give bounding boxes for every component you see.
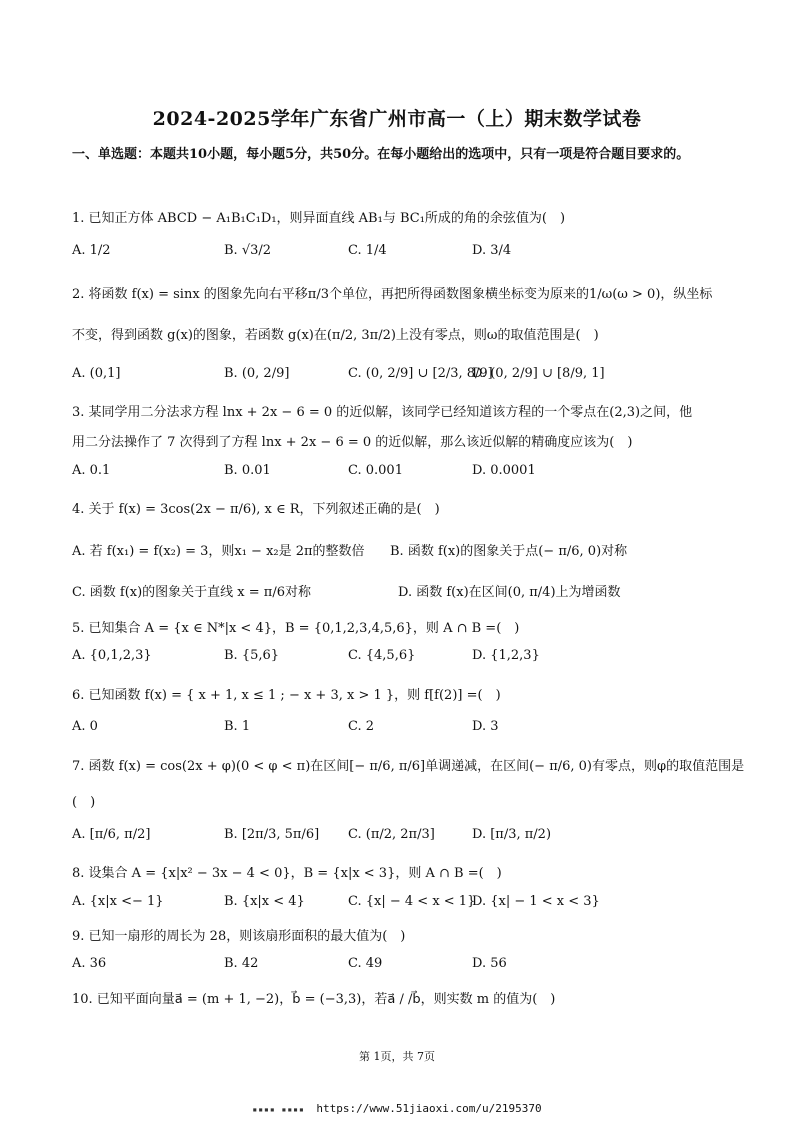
question-7-line-1: 7. 函数 f(x) = cos(2x + φ)(0 < φ < π)在区间[− π/6, π/6]单调递减，在区间(− π/6, 0)有零点，则φ的取值范围是 bbox=[72, 759, 745, 774]
option-c[interactable]: C. 0.001 bbox=[348, 463, 403, 478]
option-c[interactable]: C. {x| − 4 < x < 1} bbox=[348, 894, 476, 909]
option-a[interactable]: A. 若 f(x₁) = f(x₂) = 3，则x₁ − x₂是 2π的整数倍 bbox=[72, 544, 365, 559]
option-d[interactable]: D. 3 bbox=[472, 719, 499, 734]
option-b[interactable]: B. 42 bbox=[224, 956, 259, 971]
option-b[interactable]: B. 1 bbox=[224, 719, 251, 734]
option-a[interactable]: A. 1/2 bbox=[72, 243, 111, 258]
option-b[interactable]: B. 函数 f(x)的图象关于点(− π/6, 0)对称 bbox=[390, 544, 628, 559]
option-c[interactable]: C. 2 bbox=[348, 719, 375, 734]
option-b[interactable]: B. √3/2 bbox=[224, 243, 272, 258]
option-d[interactable]: D. 56 bbox=[472, 956, 507, 971]
question-8-line-1: 8. 设集合 A = {x|x² − 3x − 4 < 0}，B = {x|x < 3}，则 A ∩ B =( ) bbox=[72, 866, 502, 881]
question-6-line-1: 6. 已知函数 f(x) = { x + 1, x ≤ 1 ; − x + 3, x > 1 }，则 f[f(2)] =( ) bbox=[72, 688, 501, 703]
question-3-line-1: 3. 某同学用二分法求方程 lnx + 2x − 6 = 0 的近似解，该同学已经知道该方程的一个零点在(2,3)之间，他 bbox=[72, 405, 693, 420]
option-a[interactable]: A. 0.1 bbox=[72, 463, 111, 478]
option-d[interactable]: D. {x| − 1 < x < 3} bbox=[472, 894, 600, 909]
option-b[interactable]: B. 0.01 bbox=[224, 463, 271, 478]
option-a[interactable]: A. {0,1,2,3} bbox=[72, 648, 152, 663]
question-3-line-2: 用二分法操作了 7 次得到了方程 lnx + 2x − 6 = 0 的近似解，那么该近似解的精确度应该为( ) bbox=[72, 435, 633, 450]
option-b[interactable]: B. {5,6} bbox=[224, 648, 280, 663]
question-10-line-1: 10. 已知平面向量a⃗ = (m + 1, −2)，b⃗ = (−3,3)，若a⃗ / /b⃗，则实数 m 的值为( ) bbox=[72, 992, 556, 1007]
option-b[interactable]: B. (0, 2/9] bbox=[224, 366, 290, 381]
question-4-line-1: 4. 关于 f(x) = 3cos(2x − π/6), x ∈ R，下列叙述正确的是( ) bbox=[72, 502, 440, 517]
option-b[interactable]: B. [2π/3, 5π/6] bbox=[224, 827, 320, 842]
option-a[interactable]: A. 36 bbox=[72, 956, 107, 971]
option-c[interactable]: C. (π/2, 2π/3] bbox=[348, 827, 435, 842]
option-d[interactable]: D. (0, 2/9] ∪ [8/9, 1] bbox=[472, 366, 605, 381]
page-footer: 第 1页，共 7页 bbox=[359, 1050, 435, 1063]
question-1-line-1: 1. 已知正方体 ABCD − A₁B₁C₁D₁，则异面直线 AB₁与 BC₁所成的角的余弦值为( ) bbox=[72, 211, 566, 226]
question-2-line-1: 2. 将函数 f(x) = sinx 的图象先向右平移π/3个单位，再把所得函数图象横坐标变为原来的1/ω(ω > 0)，纵坐标 bbox=[72, 287, 713, 302]
option-b[interactable]: B. {x|x < 4} bbox=[224, 894, 305, 909]
page-title: 2024-2025学年广东省广州市高一（上）期末数学试卷 bbox=[152, 108, 642, 130]
watermark[interactable] bbox=[0, 1102, 794, 1115]
section-heading: 一、单选题：本题共10小题，每小题5分，共50分。在每小题给出的选项中，只有一项是符合题目要求的。 bbox=[72, 147, 690, 162]
question-9-line-1: 9. 已知一扇形的周长为 28，则该扇形面积的最大值为( ) bbox=[72, 929, 406, 944]
watermark-url[interactable]: https://www.51jiaoxi.com/u/2195370 bbox=[316, 1102, 542, 1115]
option-a[interactable]: A. 0 bbox=[72, 719, 98, 734]
watermark-logo-icon: ▪▪▪▪ ▪▪▪▪ bbox=[252, 1105, 317, 1114]
option-c[interactable]: C. {4,5,6} bbox=[348, 648, 416, 663]
option-a[interactable]: A. (0,1] bbox=[72, 366, 121, 381]
option-d[interactable]: D. [π/3, π/2) bbox=[472, 827, 552, 842]
option-d[interactable]: D. {1,2,3} bbox=[472, 648, 540, 663]
option-d[interactable]: D. 函数 f(x)在区间(0, π/4)上为增函数 bbox=[398, 585, 621, 600]
option-a[interactable]: A. [π/6, π/2] bbox=[72, 827, 151, 842]
question-5-line-1: 5. 已知集合 A = {x ∈ N*|x < 4}，B = {0,1,2,3,4,5,6}，则 A ∩ B =( ) bbox=[72, 621, 520, 636]
option-c[interactable]: C. 函数 f(x)的图象关于直线 x = π/6对称 bbox=[72, 585, 311, 600]
option-c[interactable]: C. 1/4 bbox=[348, 243, 387, 258]
option-d[interactable]: D. 0.0001 bbox=[472, 463, 536, 478]
option-a[interactable]: A. {x|x <− 1} bbox=[72, 894, 164, 909]
option-c[interactable]: C. (0, 2/9] ∪ [2/3, 8/9] bbox=[348, 366, 493, 381]
question-2-line-2: 不变，得到函数 g(x)的图象，若函数 g(x)在(π/2, 3π/2)上没有零点，则ω的取值范围是( ) bbox=[72, 328, 599, 343]
option-d[interactable]: D. 3/4 bbox=[472, 243, 512, 258]
option-c[interactable]: C. 49 bbox=[348, 956, 383, 971]
question-7-line-2: ( ) bbox=[72, 795, 96, 810]
